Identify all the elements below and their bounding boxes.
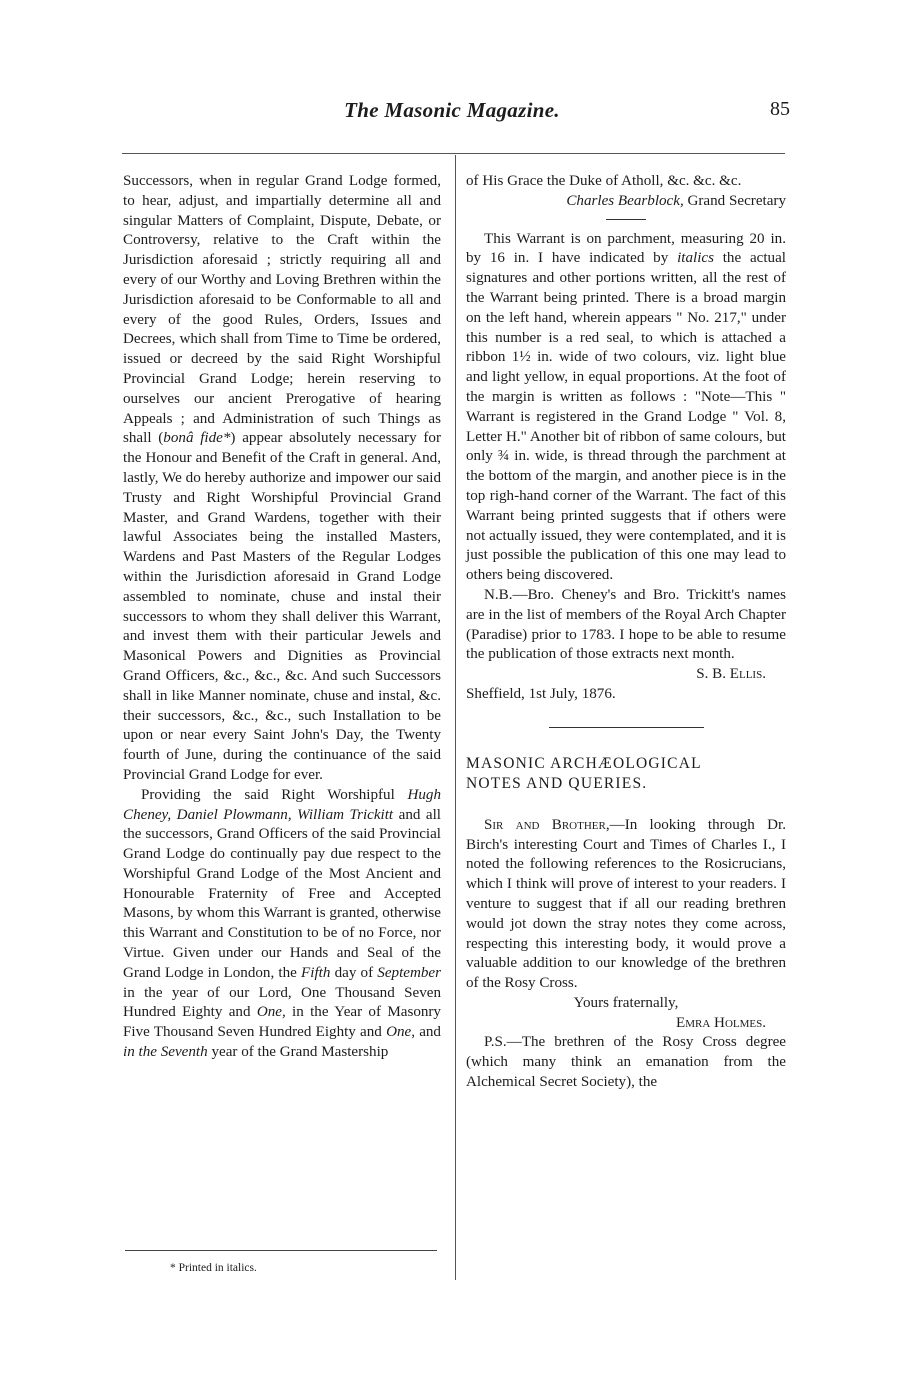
warrant-paragraph-1: Successors, when in regular Grand Lodge formed, to hear, adjust, and impartially determine all and singular Matters of Complaint, Dispute, Debate, or Controversy, relative to the Craft within the Jurisdiction aforesaid ; strictly requiring all and every of our Worthy and Loving Brethren within the Jurisdiction aforesaid to be Conformable to all and every of the good Rules, Orders, Issues and Decrees, which shall from Time to Time be ordered, issued or decreed by the said Right Worshipful Provincial Grand Lodge; herein reserving to ourselves our ancient Prerogative of hearing Appeals ; and Administration of such Things as shall (bonâ fide*) appear absolutely necessary for the Honour and Benefit of the Craft in general. And, lastly, We do hereby authorize and impower our said Trusty and Right Worshipful Provincial Grand Master, and Grand Wardens, together with their lawful Associates being the installed Masters, Wardens and Past Masters of the Regular Lodges within the Jurisdiction aforesaid in Grand Lodge assembled to nominate, chuse and instal their successors to whom they shall deliver this Warrant, and invest them with their particular Jewels and Masonical Powers and Dignities as Provincial Grand Officers, &c., &c., &c. And such Successors shall in like Manner nominate, chuse and instal, &c. their successors, &c., &c., such Installation to be upon or near every Saint John's Day, the Twenty fourth of June, during the continuance of the said Provincial Grand Lodge for ever. (123, 173, 441, 783)
footnote-rule (125, 1250, 437, 1251)
warrant-paragraph-2: Providing the said Right Worshipful Hugh Cheney, Daniel Plowmann, William Trickitt and all the successors, Grand Officers of the said Provincial Grand Lodge do continually pay due respect to the Worshipful Grand Lodge of the Most Ancient and Honourable Fraternity of Free and Accepted Masons, by whom this Warrant is granted, otherwise this Warrant and Constitution to be of no Force, nor Virtue. Given under our Hands and Seal of the Grand Lodge in London, the Fifth day of September in the year of our Lord, One Thousand Seven Hundred Eighty and One, in the Year of Masonry Five Thousand Seven Hundred Eighty and One, and in the Seventh year of the Grand Mastership (123, 786, 442, 1061)
signature-rule (606, 219, 646, 220)
section-rule (549, 727, 704, 728)
postscript-paragraph: P.S.—The brethren of the Rosy Cross degree (which many think an emanation from the Alchemical Secret Society), the (466, 1034, 786, 1091)
grand-secretary-signature: Charles Bearblock, Grand Secretary (566, 192, 786, 209)
author-signature-ellis: S. B. Ellis. (696, 666, 766, 683)
page-number: 85 (770, 98, 790, 120)
footnote: * Printed in italics. (170, 1262, 257, 1274)
right-column (466, 172, 786, 1093)
letter-closing: Yours fraternally, (573, 994, 679, 1011)
author-signature-holmes: Emra Holmes. (675, 1014, 766, 1031)
column-divider (455, 155, 456, 1280)
running-title: The Masonic Magazine. (344, 98, 560, 122)
place-date: Sheffield, 1st July, 1876. (466, 685, 616, 702)
warrant-description: This Warrant is on parchment, measuring 20 in. by 16 in. I have indicated by italics the actual signatures and other portions written, all the rest of the Warrant being printed. There is a broad margin on the left hand, wherein appears " No. 217," under this number is a red seal, to which is attached a ribbon 1½ in. wide of two colours, viz. light blue and light yellow, in equal proportions. At the foot of the margin is written as follows : "Note—This " Warrant is registered in the Grand Lodge " Vol. 8, Letter H." Another bit of ribbon of same colours, but only ¾ in. wide, is thread through the parchment at the bottom of the margin, and another piece is in the top righ-hand corner of the Warrant. The fact of this Warrant being printed suggests that if others were not actually issued, they were contemplated, and it is just possible the publication of this one may lead to others being discovered. (466, 230, 786, 584)
header-rule (122, 153, 785, 154)
letter-paragraph: Sir and Brother,—In looking through Dr. Birch's interesting Court and Times of Charles I., I noted the following references to the Rosicrucians, which I think will prove of interest to your readers. I venture to suggest that if all our reading brethren would jot down the stray notes they come across, respecting this interesting body, it would prove a valuable addition to our knowledge of the brethren of the Rosy Cross. (466, 816, 786, 992)
left-column (123, 172, 441, 1063)
section-title: MASONIC ARCHÆOLOGICAL NOTES AND QUERIES. (466, 754, 702, 792)
warrant-continuation: of His Grace the Duke of Atholl, &c. &c. &c. (466, 173, 742, 189)
nb-paragraph: N.B.—Bro. Cheney's and Bro. Trickitt's names are in the list of members of the Royal Arch Chapter (Paradise) prior to 1783. I hope to be able to resume the publication of those extracts next month. (466, 586, 786, 663)
page-header (0, 92, 904, 132)
